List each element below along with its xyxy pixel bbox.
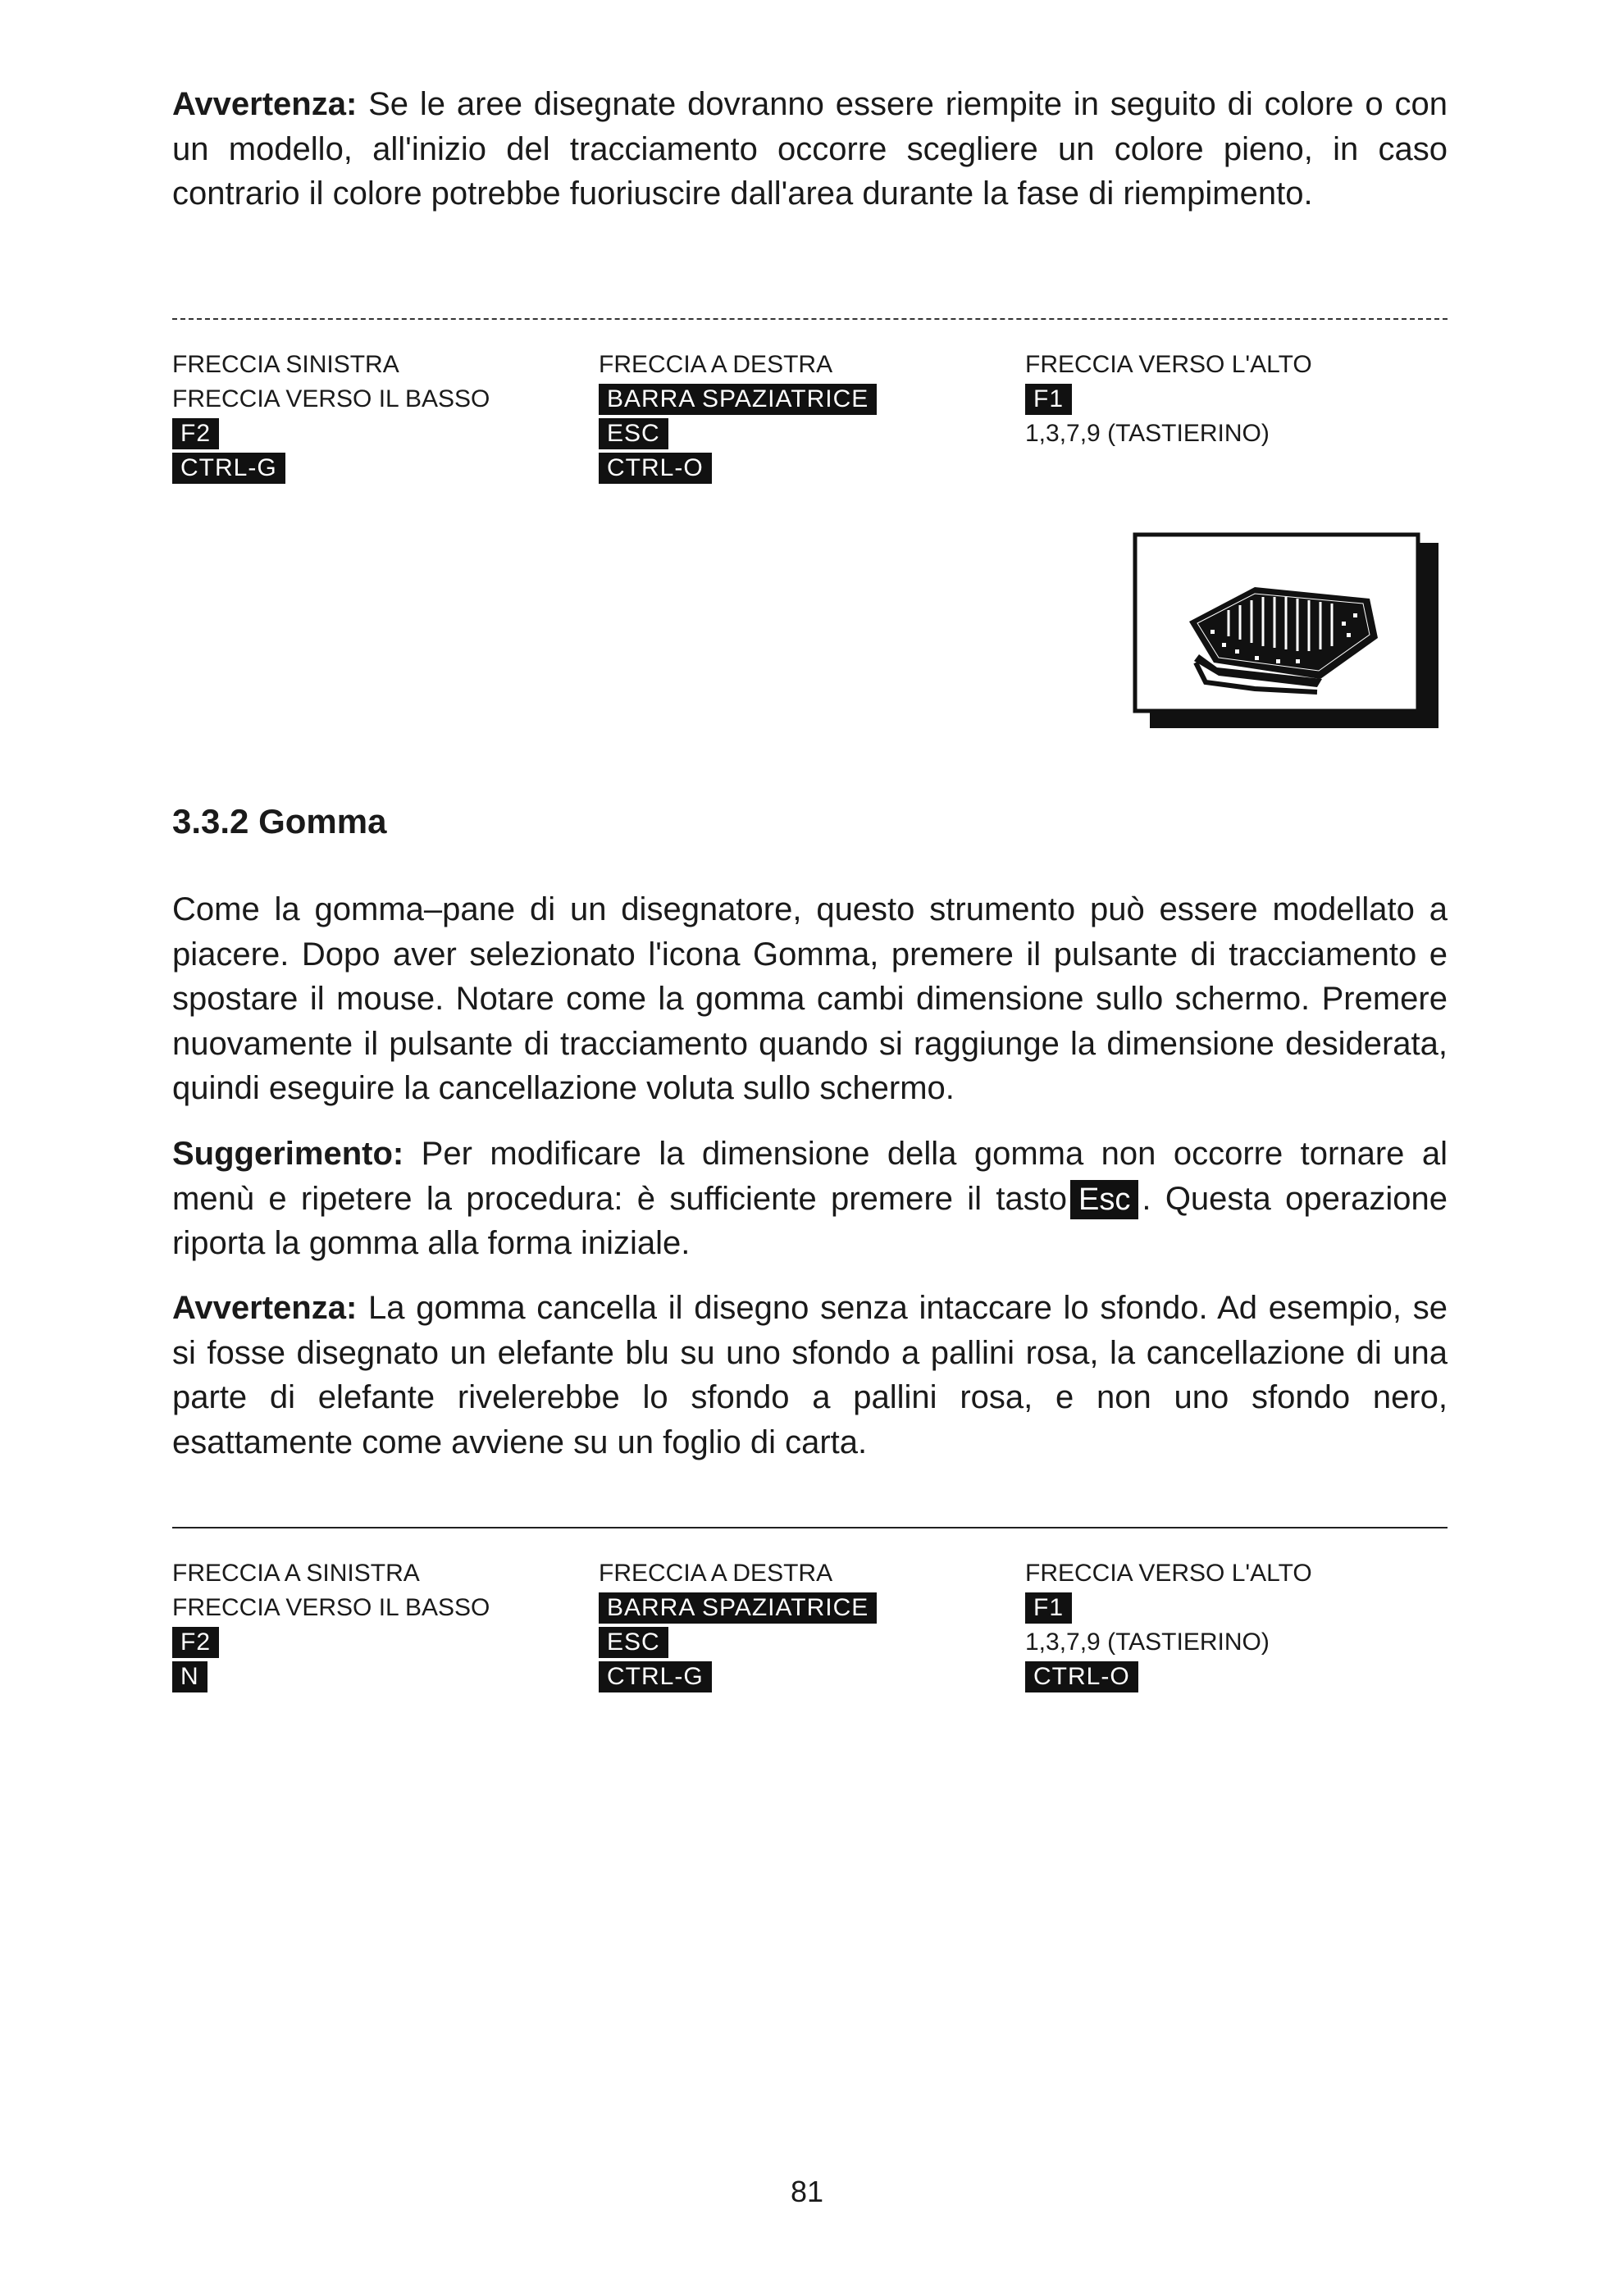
key-label: FRECCIA A DESTRA bbox=[599, 1560, 833, 1587]
key-cap: CTRL-O bbox=[599, 453, 712, 484]
warning-text-2: La gomma cancella il disegno senza intaccare lo sfondo. Ad esempio, se si fosse disegnato un elefante blu su uno sfondo a pallini rosa, la cancellazione di una parte di elefante rivelerebbe lo sfondo a pallini rosa, e non uno sfondo nero, esattamente come avviene su un foglio di carta. bbox=[172, 1290, 1448, 1460]
key-label: FRECCIA A SINISTRA bbox=[172, 1560, 420, 1587]
warning-paragraph-2 bbox=[172, 1286, 1448, 1465]
key-label: FRECCIA A DESTRA bbox=[599, 351, 833, 378]
key-cap: N bbox=[172, 1661, 207, 1692]
eraser-icon bbox=[1132, 531, 1443, 732]
keys-column-2 bbox=[599, 1556, 1025, 1694]
esc-key: Esc bbox=[1070, 1180, 1138, 1219]
warning-paragraph-1 bbox=[172, 82, 1448, 216]
warning-label-2: Avvertenza: bbox=[172, 1290, 358, 1326]
tip-paragraph bbox=[172, 1132, 1448, 1266]
warning-text-1: Se le aree disegnate dovranno essere riempite in seguito di colore o con un modello, all'inizio del tracciamento occorre scegliere un colore pieno, in caso contrario il colore potrebbe fuoriuscire dall'area durante la fase di riempimento. bbox=[172, 86, 1448, 212]
key-cap: BARRA SPAZIATRICE bbox=[599, 384, 877, 415]
keys-column-1 bbox=[172, 1556, 599, 1694]
separator-bottom bbox=[172, 1527, 1448, 1528]
key-cap: F2 bbox=[172, 418, 219, 449]
warning-label-1: Avvertenza: bbox=[172, 86, 358, 122]
key-reference-top bbox=[172, 348, 1452, 503]
keys-column-3 bbox=[1025, 1556, 1452, 1694]
key-label: FRECCIA VERSO L'ALTO bbox=[1025, 351, 1312, 378]
keys-column-2 bbox=[599, 348, 1025, 485]
key-label: 1,3,7,9 (TASTIERINO) bbox=[1025, 420, 1270, 447]
key-cap: BARRA SPAZIATRICE bbox=[599, 1592, 877, 1624]
key-reference-bottom bbox=[172, 1556, 1452, 1712]
key-label: FRECCIA VERSO IL BASSO bbox=[172, 1594, 490, 1621]
key-label: 1,3,7,9 (TASTIERINO) bbox=[1025, 1629, 1270, 1656]
key-label: FRECCIA SINISTRA bbox=[172, 351, 399, 378]
separator-top bbox=[172, 318, 1448, 320]
keys-column-3 bbox=[1025, 348, 1452, 451]
key-cap: CTRL-O bbox=[1025, 1661, 1138, 1692]
tip-label: Suggerimento: bbox=[172, 1136, 404, 1172]
key-cap: ESC bbox=[599, 418, 668, 449]
key-cap: ESC bbox=[599, 1627, 668, 1658]
section-title: 3.3.2 Gomma bbox=[172, 802, 387, 840]
page-number: 81 bbox=[790, 2175, 824, 2208]
keys-column-1 bbox=[172, 348, 599, 485]
body-paragraph: Come la gomma–pane di un disegnatore, questo strumento può essere modellato a piacere. Dopo aver selezionato l'icona Gomma, premere il pulsante di tracciamento e spostare il mouse. Notare come la gomma cambi dimensione sullo schermo. Premere nuovamente il pulsante di tracciamento quando si raggiunge la dimensione desiderata, quindi eseguire la cancellazione voluta sullo schermo. bbox=[172, 891, 1448, 1106]
tip-text-before: Per modificare la dimensione della gomma non occorre tornare al menù e ripetere la procedura: è sufficiente premere il tasto bbox=[172, 1136, 1448, 1217]
key-cap: F1 bbox=[1025, 1592, 1072, 1624]
key-label: FRECCIA VERSO L'ALTO bbox=[1025, 1560, 1312, 1587]
tip-text-after: . Questa operazione riporta la gomma alla forma iniziale. bbox=[172, 1180, 1448, 1261]
key-cap: CTRL-G bbox=[172, 453, 285, 484]
key-cap: F2 bbox=[172, 1627, 219, 1658]
key-cap: F1 bbox=[1025, 384, 1072, 415]
key-label: FRECCIA VERSO IL BASSO bbox=[172, 385, 490, 412]
key-cap: CTRL-G bbox=[599, 1661, 712, 1692]
